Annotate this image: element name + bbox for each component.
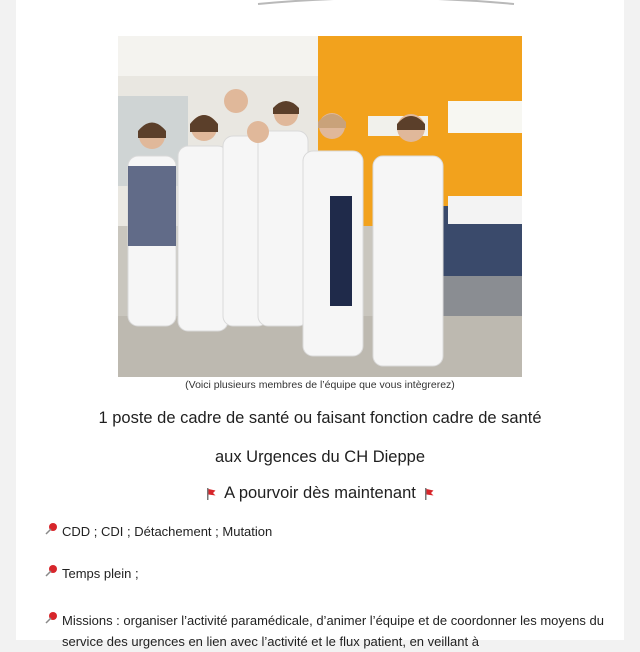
pushpin-icon bbox=[44, 611, 58, 625]
header-swoosh-decoration bbox=[256, 0, 516, 10]
pushpin-icon bbox=[44, 522, 58, 536]
photo-caption: (Voici plusieurs membres de l’équipe que vous intègrerez) bbox=[185, 379, 455, 391]
department-title: aux Urgences du CH Dieppe bbox=[214, 448, 426, 466]
availability-line bbox=[16, 484, 624, 503]
list-item-text: Missions : organiser l’activité paramédicale, d’animer l’équipe et de coordonner les moyens du service des urgences en lien avec l’activité et le flux patient, en veillant à bbox=[62, 613, 604, 649]
list-item-contract bbox=[46, 521, 606, 542]
position-title: 1 poste de cadre de santé ou faisant fonction cadre de santé bbox=[98, 409, 542, 427]
list-item-text: CDD ; CDI ; Détachement ; Mutation bbox=[62, 524, 273, 539]
team-photo bbox=[118, 36, 522, 377]
list-item-schedule bbox=[46, 563, 606, 584]
availability-text: A pourvoir dès maintenant bbox=[224, 484, 416, 502]
red-flag-icon bbox=[424, 488, 434, 500]
red-flag-icon bbox=[206, 488, 216, 500]
job-posting-page bbox=[16, 0, 624, 649]
list-item-text: Temps plein ; bbox=[62, 566, 139, 581]
pushpin-icon bbox=[44, 564, 58, 578]
list-item-missions bbox=[46, 610, 606, 652]
